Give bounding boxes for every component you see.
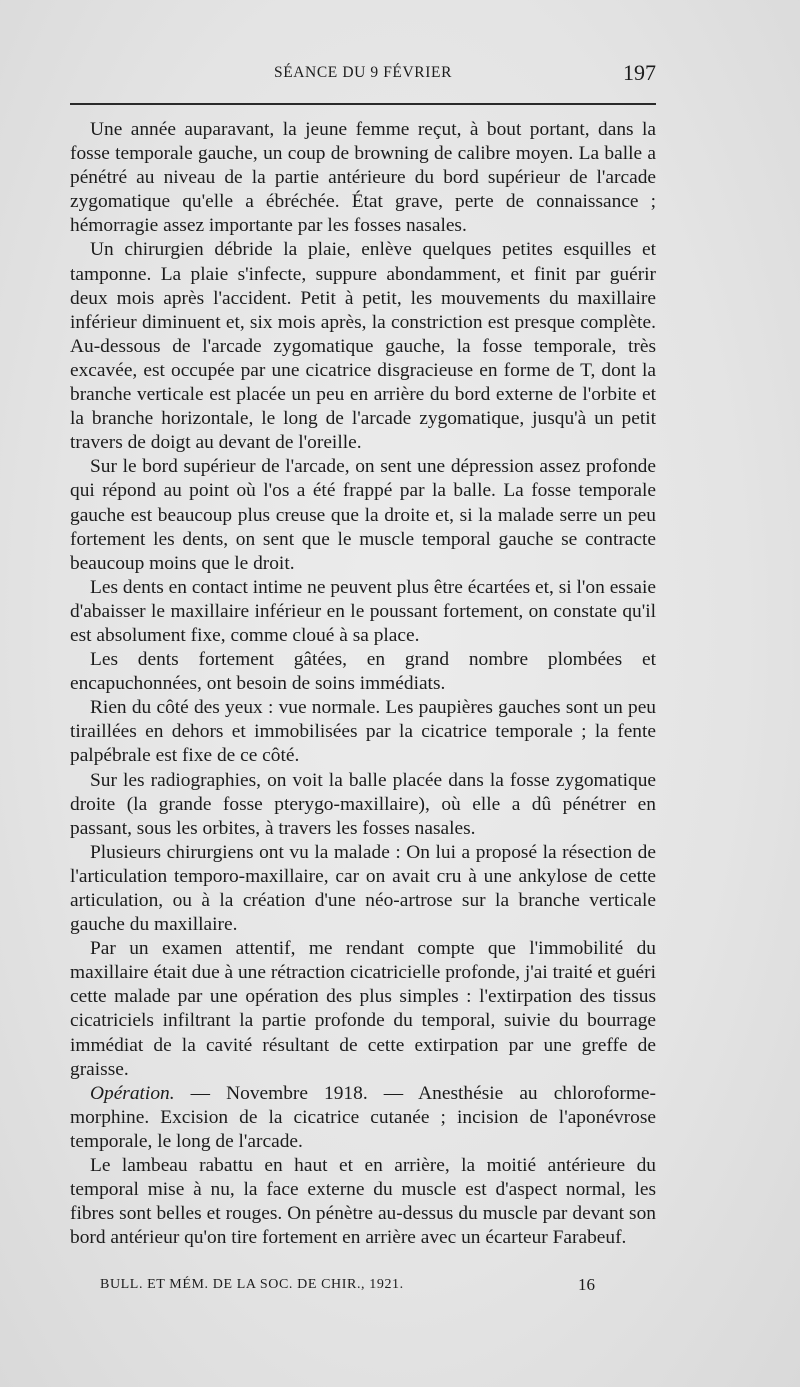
running-head: SÉANCE DU 9 FÉVRIER	[273, 64, 453, 81]
page-footer	[100, 1275, 600, 1299]
signature-mark: 16	[578, 1275, 595, 1294]
paragraph: Sur les radiographies, on voit la balle placée dans la fosse zygomatique droite (la grande fosse pterygo-maxillaire), où elle a dû pénétrer en passant, sous les orbites, à travers les fosses nasales.	[70, 769, 656, 839]
operation-lead: Opération.	[90, 1082, 175, 1104]
paragraph: Rien du côté des yeux : vue normale. Les paupières gauches sont un peu tiraillées en dehors et immobilisées par la cicatrice temporale ; la fente palpébrale est fixe de ce côté.	[70, 697, 656, 767]
body-text	[70, 118, 656, 1250]
operation-text: — Novembre 1918. — Anesthésie au chloroforme-morphine. Excision de la cicatrice cutanée ; incision de l'aponévrose temporale, le long de l'arcade.	[70, 1082, 656, 1152]
header-rule	[70, 103, 656, 105]
paragraph: Plusieurs chirurgiens ont vu la malade : On lui a proposé la résection de l'articulation temporo-maxillaire, car on avait cru à une ankylose de cette articulation, ou à la création d'une néo-artrose sur la branche verticale gauche du maxillaire.	[70, 841, 656, 936]
paragraph: Les dents en contact intime ne peuvent plus être écartées et, si l'on essaie d'abaisser le maxillaire inférieur en le poussant fortement, on constate qu'il est absolument fixe, comme cloué à sa place.	[70, 576, 656, 646]
journal-citation: BULL. ET MÉM. DE LA SOC. DE CHIR., 1921.	[100, 1277, 404, 1292]
paragraph: Un chirurgien débride la plaie, enlève quelques petites esquilles et tamponne. La plaie s'infecte, suppure abondamment, et finit par guérir deux mois après l'accident. Petit à petit, les mouvements du maxillaire inférieur diminuent et, six mois après, la constriction est presque complète. Au-dessous de l'arcade zygomatique gauche, la fosse temporale, très excavée, est occupée par une cicatrice disgracieuse en forme de T, dont la branche verticale est placée un peu en arrière du bord externe de l'orbite et la branche horizontale, le long de l'arcade zygomatique, jusqu'à un petit travers de doigt au devant de l'oreille.	[70, 239, 656, 454]
operation-paragraph	[70, 1082, 656, 1154]
paragraph: Le lambeau rabattu en haut et en arrière, la moitié antérieure du temporal mise à nu, la face externe du muscle est d'aspect normal, les fibres sont belles et rouges. On pénètre au-dessus du muscle par devant son bord antérieur qu'on tire fortement en arrière avec un écarteur Farabeuf.	[70, 1155, 656, 1249]
paragraph: Sur le bord supérieur de l'arcade, on sent une dépression assez profonde qui répond au point où l'os a été frappé par la balle. La fosse temporale gauche est beaucoup plus creuse que la droite et, si la malade serre un peu fortement les dents, on sent que le muscle temporal gauche se contracte beaucoup moins que le droit.	[70, 456, 656, 574]
paragraph: Une année auparavant, la jeune femme reçut, à bout portant, dans la fosse temporale gauche, un coup de browning de calibre moyen. La balle a pénétré au niveau de la partie antérieure du bord supérieur de l'arcade zygomatique qu'elle a ébréchée. État grave, perte de connaissance ; hémorragie assez importante par les fosses nasales.	[70, 119, 656, 237]
page-header	[70, 60, 656, 90]
paragraph: Les dents fortement gâtées, en grand nombre plombées et encapuchonnées, ont besoin de soins immédiats.	[70, 649, 656, 695]
paragraph: Par un examen attentif, me rendant compte que l'immobilité du maxillaire était due à une rétraction cicatricielle profonde, j'ai traité et guéri cette malade par une opération des plus simples : l'extirpation des tissus cicatriciels infiltrant la partie profonde du temporal, suivie du bourrage immédiat de la cavité résultant de cette extirpation par une greffe de graisse.	[70, 938, 656, 1080]
page-number: 197	[623, 60, 656, 85]
